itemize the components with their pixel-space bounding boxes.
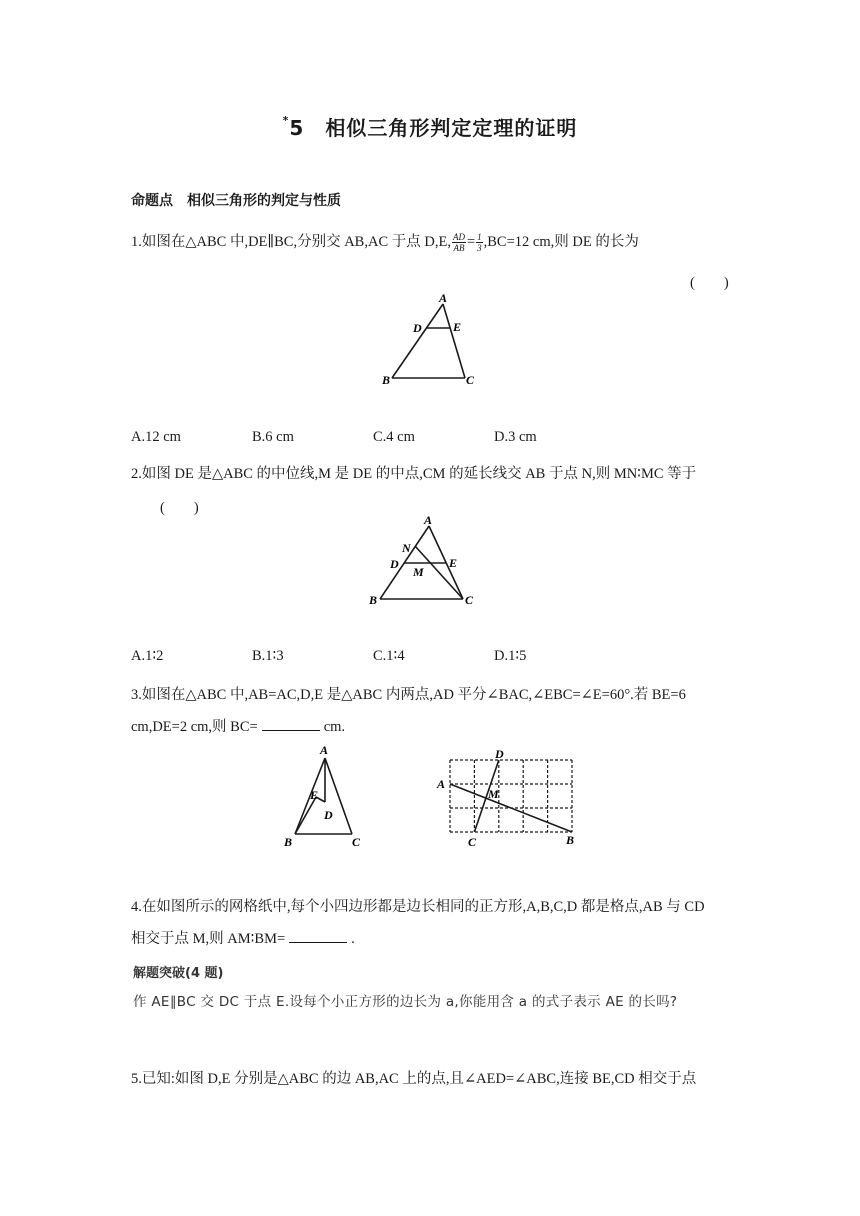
q2-option-a: A.1∶2 — [131, 648, 164, 664]
q1-text-b: ,BC=12 cm,则 DE 的长为 — [483, 234, 639, 250]
q4-text-a: 相交于点 M,则 AM∶BM= — [131, 931, 286, 947]
q3-stem-line1: 3.如图在△ABC 中,AB=AC,D,E 是△ABC 内两点,AD 平分∠BAC,∠EBC=∠E=60°.若 BE=6 — [131, 687, 686, 703]
q4-label-m: M — [488, 787, 499, 801]
tip-text: 作 AE∥BC 交 DC 于点 E.设每个小正方形的边长为 a,你能用含 a 的式子表示 AE 的长吗? — [133, 994, 678, 1010]
q1-frac-den: AB — [453, 243, 465, 254]
q1-fraction-2 — [476, 232, 483, 253]
q2-label-m: M — [413, 565, 424, 579]
page-title — [0, 112, 860, 141]
tip-title: 解题突破(4 题) — [133, 966, 224, 981]
title-star: * — [282, 114, 290, 128]
q1-fraction — [452, 232, 466, 253]
q1-edge-ab — [392, 304, 443, 378]
q2-label-n: N — [402, 541, 411, 555]
q4-grid — [450, 760, 572, 832]
title-text: 相似三角形判定定理的证明 — [325, 116, 578, 140]
q4-stem-line2 — [131, 927, 355, 948]
q1-text-a: 1.如图在△ABC 中,DE∥BC,分别交 AB,AC 于点 D,E, — [131, 234, 451, 250]
q3-label-e: E — [310, 788, 319, 802]
q4-segment-ab — [450, 784, 572, 832]
q3-label-d: D — [324, 808, 333, 822]
q2-figure — [366, 514, 486, 610]
q5-stem: 5.已知:如图 D,E 分别是△ABC 的边 AB,AC 上的点,且∠AED=∠ABC,连接 BE,CD 相交于点 — [131, 1071, 697, 1087]
q3-label-c: C — [352, 835, 361, 849]
q2-label-b: B — [369, 593, 378, 607]
q4-stem-line1: 4.在如图所示的网格纸中,每个小四边形都是边长相同的正方形,A,B,C,D 都是格点,AB 与 CD — [131, 899, 705, 915]
q1-option-b: B.6 cm — [252, 429, 294, 445]
q1-stem — [131, 230, 639, 253]
q4-label-b: B — [566, 833, 575, 847]
q4-label-d: D — [495, 747, 504, 761]
q1-label-d: D — [413, 321, 422, 335]
q2-label-c: C — [465, 593, 474, 607]
q2-label-d: D — [390, 557, 399, 571]
section-heading: 命题点 相似三角形的判定与性质 — [131, 193, 341, 209]
q2-label-e: E — [449, 556, 458, 570]
q3-edge-ac — [325, 758, 352, 834]
q1-answer-paren: ( ) — [690, 275, 729, 291]
q1-label-c: C — [466, 373, 475, 387]
q4-text-b: . — [351, 931, 355, 947]
q1-edge-ac — [443, 304, 465, 378]
q1-option-d: D.3 cm — [494, 429, 537, 445]
q4-figure — [432, 742, 592, 850]
q1-figure — [376, 290, 486, 390]
q2-answer-paren: ( ) — [160, 500, 199, 516]
q2-stem: 2.如图 DE 是△ABC 的中位线,M 是 DE 的中点,CM 的延长线交 AB 于点 N,则 MN∶MC 等于 — [131, 466, 697, 482]
q1-frac-num: AD — [452, 232, 465, 243]
q2-option-b: B.1∶3 — [252, 648, 284, 664]
q1-eq: = — [466, 234, 476, 250]
q1-option-c: C.4 cm — [373, 429, 415, 445]
q1-label-a: A — [439, 291, 448, 305]
q1-frac2-den: 3 — [477, 243, 482, 254]
q3-stem-line2 — [131, 715, 345, 736]
q4-label-a: A — [437, 777, 446, 791]
q1-label-e: E — [453, 320, 462, 334]
q4-answer-blank[interactable] — [289, 929, 347, 943]
q4-label-c: C — [468, 835, 477, 849]
q1-label-b: B — [382, 373, 391, 387]
q3-label-a: A — [320, 743, 329, 757]
q1-frac2-num: 1 — [477, 232, 482, 243]
q3-figure — [280, 742, 370, 850]
q1-option-a: A.12 cm — [131, 429, 181, 445]
title-number: 5 — [289, 116, 305, 140]
q3-answer-blank[interactable] — [262, 717, 320, 731]
q3-text-b: cm. — [323, 719, 346, 735]
q3-segment-be — [295, 797, 316, 834]
q2-label-a: A — [424, 514, 433, 527]
q3-text-a: cm,DE=2 cm,则 BC= — [131, 719, 258, 735]
q2-option-c: C.1∶4 — [373, 648, 405, 664]
q2-option-d: D.1∶5 — [494, 648, 527, 664]
q3-label-b: B — [284, 835, 293, 849]
